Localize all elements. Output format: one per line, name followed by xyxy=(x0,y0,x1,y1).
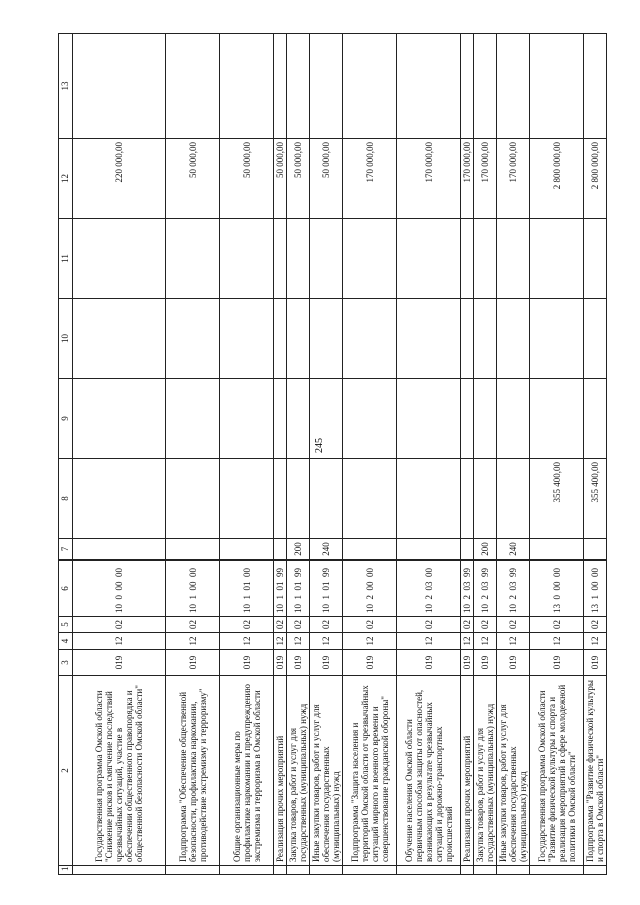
table-row xyxy=(497,34,530,875)
amount-col-11 xyxy=(397,219,461,299)
amount-col-10 xyxy=(220,299,274,379)
row-number-cell xyxy=(584,866,607,875)
table-row xyxy=(474,34,497,875)
subsection-code: 02 xyxy=(397,617,461,633)
amount-col-12: 50 000,00 xyxy=(287,139,310,219)
amount-col-10 xyxy=(274,299,287,379)
amount-col-9 xyxy=(310,379,343,459)
ministry-code: 019 xyxy=(584,650,607,676)
expense-type-code xyxy=(274,539,287,560)
amount-col-12: 2 800 000,00 xyxy=(584,139,607,219)
row-number-cell xyxy=(166,866,220,875)
spacer-cell xyxy=(530,560,584,561)
table-row xyxy=(530,34,584,875)
amount-col-13 xyxy=(73,34,166,139)
page-number: 245 xyxy=(314,438,325,453)
expense-type-code: 200 xyxy=(287,539,310,560)
row-name: Реализация прочих мероприятий xyxy=(461,676,474,866)
amount-col-8 xyxy=(310,459,343,539)
row-name: Общие организационные меры по профилактике наркомании и предупреждению экстремизма и терроризма в Омской области xyxy=(220,676,274,866)
amount-col-11 xyxy=(584,219,607,299)
amount-col-8 xyxy=(274,459,287,539)
section-code: 12 xyxy=(474,633,497,650)
target-article-code: 10 2 00 00 xyxy=(343,561,397,617)
amount-col-13 xyxy=(287,34,310,139)
amount-col-10 xyxy=(287,299,310,379)
table-row xyxy=(461,34,474,875)
table-row xyxy=(397,34,461,875)
section-code: 12 xyxy=(220,633,274,650)
amount-col-8 xyxy=(73,459,166,539)
expense-type-code xyxy=(461,539,474,560)
amount-col-10 xyxy=(166,299,220,379)
amount-col-12: 50 000,00 xyxy=(310,139,343,219)
amount-col-12: 50 000,00 xyxy=(220,139,274,219)
subsection-code: 02 xyxy=(584,617,607,633)
section-code: 12 xyxy=(73,633,166,650)
amount-col-11 xyxy=(287,219,310,299)
amount-col-12: 170 000,00 xyxy=(461,139,474,219)
col-header: 1 xyxy=(59,866,73,875)
amount-col-13 xyxy=(530,34,584,139)
row-number-cell xyxy=(310,866,343,875)
ministry-code: 019 xyxy=(397,650,461,676)
subsection-code: 02 xyxy=(461,617,474,633)
spacer-cell xyxy=(584,560,607,561)
expense-type-code xyxy=(530,539,584,560)
spacer-cell xyxy=(166,560,220,561)
row-number-cell xyxy=(274,866,287,875)
amount-col-9 xyxy=(343,379,397,459)
row-number-cell xyxy=(461,866,474,875)
ministry-code: 019 xyxy=(166,650,220,676)
amount-col-8 xyxy=(461,459,474,539)
amount-col-11 xyxy=(461,219,474,299)
row-name: Подпрограмма "Обеспечение общественной безопасности, профилактика наркомании, противодействие экстремизму и терроризму" xyxy=(166,676,220,866)
row-name: Закупка товаров, работ и услуг для государственных (муниципальных) нужд xyxy=(287,676,310,866)
section-code: 12 xyxy=(287,633,310,650)
expense-type-code xyxy=(73,539,166,560)
ministry-code: 019 xyxy=(343,650,397,676)
ministry-code: 019 xyxy=(474,650,497,676)
row-name: Обучение населения Омской области первичным способам защиты от опасностей, возникающих в результате чрезвычайных ситуаций и дорожно-транспортных происшествий xyxy=(397,676,461,866)
ministry-code: 019 xyxy=(530,650,584,676)
table-row xyxy=(310,34,343,875)
section-code: 12 xyxy=(530,633,584,650)
ministry-code: 019 xyxy=(274,650,287,676)
amount-col-9 xyxy=(73,379,166,459)
amount-col-12: 50 000,00 xyxy=(166,139,220,219)
amount-col-11 xyxy=(474,219,497,299)
amount-col-12: 170 000,00 xyxy=(343,139,397,219)
expense-type-code xyxy=(166,539,220,560)
amount-col-10 xyxy=(310,299,343,379)
col-header: 3 xyxy=(59,650,73,676)
section-code: 12 xyxy=(584,633,607,650)
spacer-cell xyxy=(497,560,530,561)
subsection-code: 02 xyxy=(497,617,530,633)
amount-col-13 xyxy=(166,34,220,139)
target-article-code: 10 1 01 99 xyxy=(287,561,310,617)
target-article-code: 10 2 03 00 xyxy=(397,561,461,617)
amount-col-12: 2 800 000,00 xyxy=(530,139,584,219)
table-row xyxy=(287,34,310,875)
amount-col-13 xyxy=(220,34,274,139)
amount-col-9 xyxy=(461,379,474,459)
amount-col-8 xyxy=(166,459,220,539)
subsection-code: 02 xyxy=(530,617,584,633)
rotated-table-container xyxy=(58,34,605,875)
ministry-code: 019 xyxy=(461,650,474,676)
col-header: 8 xyxy=(59,459,73,539)
col-header: 11 xyxy=(59,219,73,299)
row-number-cell xyxy=(497,866,530,875)
table-row xyxy=(166,34,220,875)
amount-col-9 xyxy=(474,379,497,459)
amount-col-13 xyxy=(343,34,397,139)
spacer-cell xyxy=(220,560,274,561)
amount-col-13 xyxy=(584,34,607,139)
spacer-cell xyxy=(287,560,310,561)
amount-col-11 xyxy=(166,219,220,299)
row-name: Иные закупки товаров, работ и услуг для обеспечения государственных (муниципальных) нужд xyxy=(310,676,343,866)
amount-col-13 xyxy=(274,34,287,139)
target-article-code: 13 1 00 00 xyxy=(584,561,607,617)
row-number-cell xyxy=(220,866,274,875)
col-header: 5 xyxy=(59,617,73,633)
target-article-code: 13 0 00 00 xyxy=(530,561,584,617)
amount-col-9 xyxy=(584,379,607,459)
amount-col-8: 355 400,00 xyxy=(584,459,607,539)
expense-type-code xyxy=(397,539,461,560)
col-header: 10 xyxy=(59,299,73,379)
ministry-code: 019 xyxy=(497,650,530,676)
row-number-cell xyxy=(343,866,397,875)
amount-col-11 xyxy=(497,219,530,299)
amount-col-8 xyxy=(220,459,274,539)
amount-col-12: 170 000,00 xyxy=(497,139,530,219)
amount-col-10 xyxy=(73,299,166,379)
amount-col-13 xyxy=(310,34,343,139)
target-article-code: 10 1 00 00 xyxy=(166,561,220,617)
document-frame xyxy=(58,34,605,875)
target-article-code: 10 2 03 99 xyxy=(474,561,497,617)
amount-col-12: 50 000,00 xyxy=(274,139,287,219)
subsection-code: 02 xyxy=(274,617,287,633)
amount-col-11 xyxy=(73,219,166,299)
col-header: 2 xyxy=(59,676,73,866)
col-header: 7 xyxy=(59,539,73,560)
subsection-code: 02 xyxy=(73,617,166,633)
subsection-code: 02 xyxy=(310,617,343,633)
amount-col-9 xyxy=(274,379,287,459)
ministry-code: 019 xyxy=(310,650,343,676)
amount-col-11 xyxy=(530,219,584,299)
subsection-code: 02 xyxy=(220,617,274,633)
amount-col-13 xyxy=(474,34,497,139)
amount-col-12: 220 000,00 xyxy=(73,139,166,219)
amount-col-9 xyxy=(220,379,274,459)
col-header: 9 xyxy=(59,379,73,459)
section-code: 12 xyxy=(310,633,343,650)
row-name: Подпрограмма "Защита населения и территорий Омской области от чрезвычайных ситуаций мирного и военного времени и совершенствование гражданской обороны" xyxy=(343,676,397,866)
section-code: 12 xyxy=(397,633,461,650)
amount-col-9 xyxy=(287,379,310,459)
table-row xyxy=(73,34,166,875)
spacer-cell xyxy=(73,560,166,561)
amount-col-9 xyxy=(166,379,220,459)
amount-col-12: 170 000,00 xyxy=(474,139,497,219)
subsection-code: 02 xyxy=(287,617,310,633)
row-number-cell xyxy=(530,866,584,875)
section-code: 12 xyxy=(343,633,397,650)
target-article-code: 10 1 01 00 xyxy=(220,561,274,617)
amount-col-8 xyxy=(343,459,397,539)
expense-type-code xyxy=(584,539,607,560)
amount-col-11 xyxy=(343,219,397,299)
amount-col-8: 355 400,00 xyxy=(530,459,584,539)
amount-col-11 xyxy=(310,219,343,299)
expense-type-code: 200 xyxy=(474,539,497,560)
amount-col-9 xyxy=(397,379,461,459)
table-row xyxy=(343,34,397,875)
amount-col-9 xyxy=(497,379,530,459)
row-name: Закупка товаров, работ и услуг для государственных (муниципальных) нужд xyxy=(474,676,497,866)
spacer-cell xyxy=(461,560,474,561)
amount-col-13 xyxy=(461,34,474,139)
section-code: 12 xyxy=(497,633,530,650)
section-code: 12 xyxy=(461,633,474,650)
table-row xyxy=(274,34,287,875)
row-number-cell xyxy=(474,866,497,875)
amount-col-9 xyxy=(530,379,584,459)
col-header: 4 xyxy=(59,633,73,650)
amount-col-8 xyxy=(474,459,497,539)
amount-col-10 xyxy=(397,299,461,379)
spacer-cell xyxy=(310,560,343,561)
amount-col-13 xyxy=(397,34,461,139)
amount-col-11 xyxy=(274,219,287,299)
amount-col-10 xyxy=(474,299,497,379)
expense-type-code xyxy=(343,539,397,560)
row-number-cell xyxy=(73,866,166,875)
spacer-cell xyxy=(343,560,397,561)
table-row xyxy=(584,34,607,875)
amount-col-8 xyxy=(287,459,310,539)
section-code: 12 xyxy=(166,633,220,650)
row-name: Подпрограмма "Развитие физической культуры и спорта в Омской области" xyxy=(584,676,607,866)
row-number-cell xyxy=(397,866,461,875)
expense-type-code xyxy=(220,539,274,560)
section-code: 12 xyxy=(274,633,287,650)
expense-type-code: 240 xyxy=(310,539,343,560)
col-header: 13 xyxy=(59,34,73,139)
ministry-code: 019 xyxy=(73,650,166,676)
target-article-code: 10 1 01 99 xyxy=(310,561,343,617)
spacer-cell xyxy=(474,560,497,561)
amount-col-10 xyxy=(461,299,474,379)
row-number-cell xyxy=(287,866,310,875)
amount-col-13 xyxy=(497,34,530,139)
amount-col-10 xyxy=(497,299,530,379)
col-header xyxy=(59,560,73,561)
subsection-code: 02 xyxy=(166,617,220,633)
target-article-code: 10 1 01 99 xyxy=(274,561,287,617)
amount-col-10 xyxy=(584,299,607,379)
col-header: 6 xyxy=(59,561,73,617)
amount-col-11 xyxy=(220,219,274,299)
amount-col-12: 170 000,00 xyxy=(397,139,461,219)
row-name: Реализация прочих мероприятий xyxy=(274,676,287,866)
subsection-code: 02 xyxy=(474,617,497,633)
amount-col-10 xyxy=(343,299,397,379)
spacer-cell xyxy=(397,560,461,561)
row-name: Государственная программа Омской области "Развитие физической культуры и спорта и реализация мероприятий в сфере молодежной политики в Омской области" xyxy=(530,676,584,866)
target-article-code: 10 2 03 99 xyxy=(497,561,530,617)
budget-table xyxy=(58,33,607,875)
expense-type-code: 240 xyxy=(497,539,530,560)
ministry-code: 019 xyxy=(220,650,274,676)
header-row xyxy=(59,34,73,875)
target-article-code: 10 0 00 00 xyxy=(73,561,166,617)
target-article-code: 10 2 03 99 xyxy=(461,561,474,617)
spacer-cell xyxy=(274,560,287,561)
col-header: 12 xyxy=(59,139,73,219)
amount-col-10 xyxy=(530,299,584,379)
row-name: Иные закупки товаров, работ и услуг для обеспечения государственных (муниципальных) нужд xyxy=(497,676,530,866)
subsection-code: 02 xyxy=(343,617,397,633)
amount-col-8 xyxy=(497,459,530,539)
amount-col-8 xyxy=(397,459,461,539)
row-name: Государственная программа Омской области "Снижение рисков и смягчение последствий чрезвычайных ситуаций, участие в обеспечении общественного правопорядка и общественной безопасности Омской области" xyxy=(73,676,166,866)
ministry-code: 019 xyxy=(287,650,310,676)
table-row xyxy=(220,34,274,875)
